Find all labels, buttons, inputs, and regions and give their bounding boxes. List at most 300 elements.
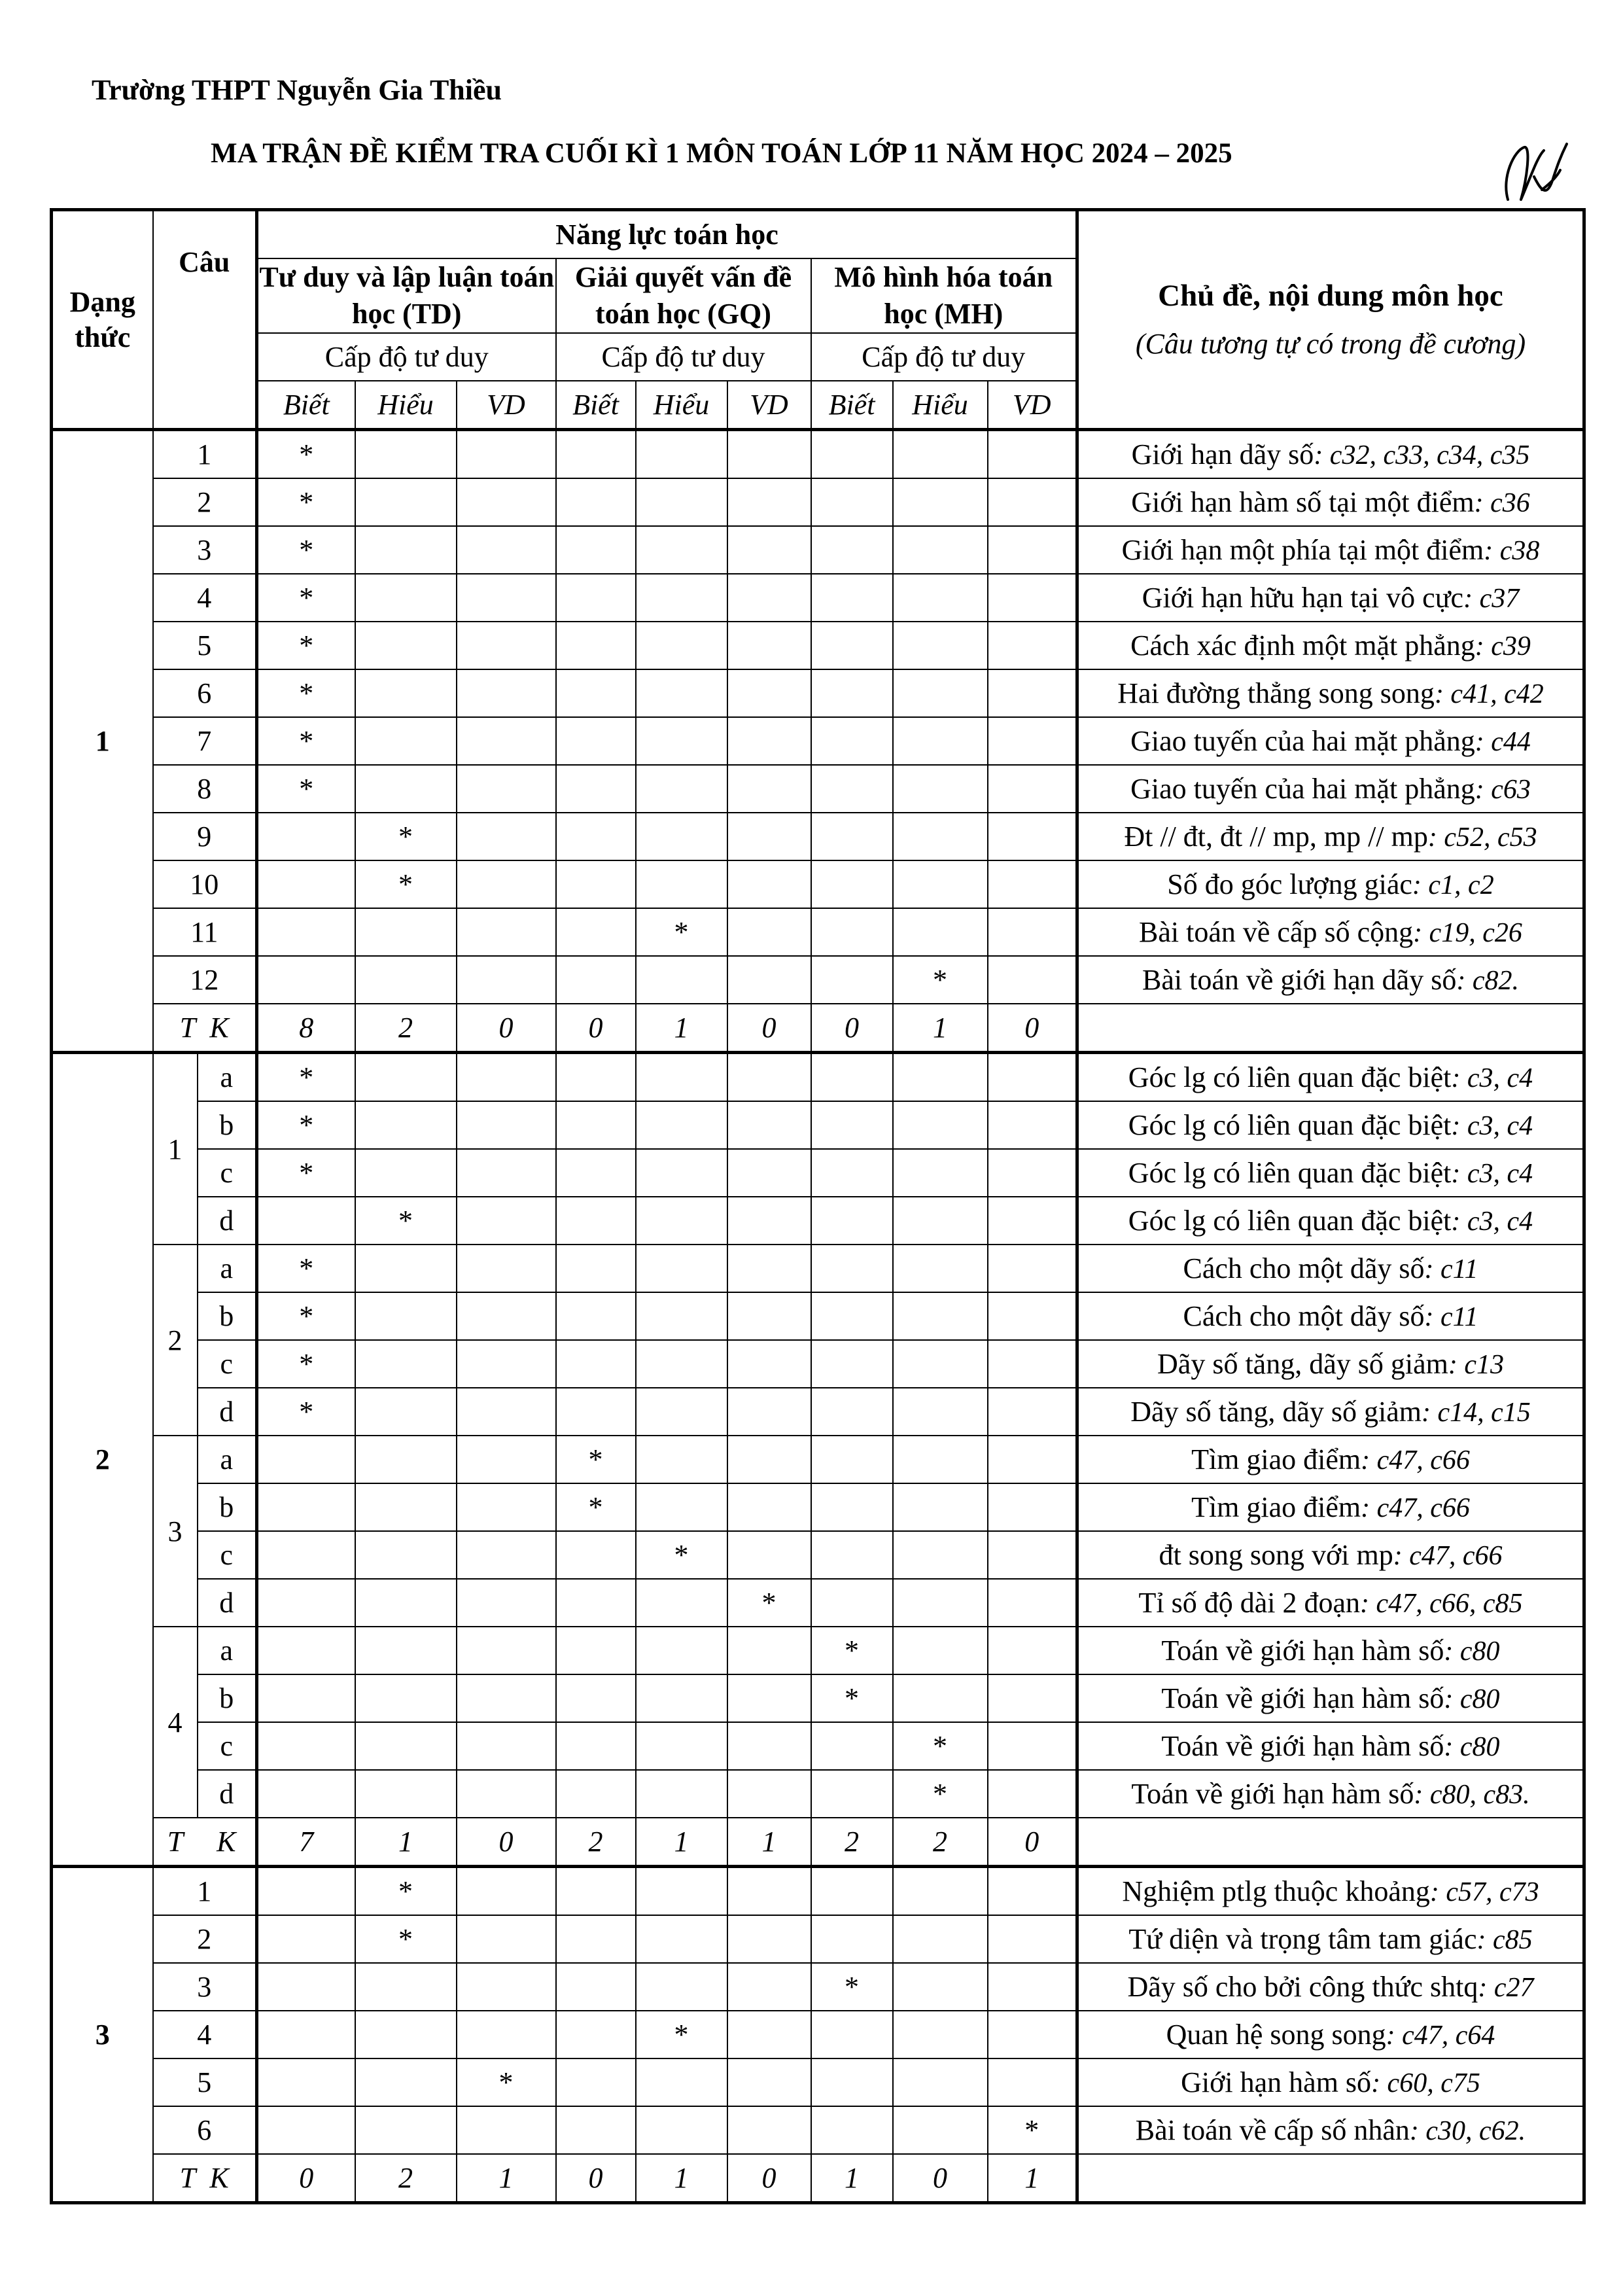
level-cell: [355, 2058, 457, 2106]
level-cell: [893, 526, 988, 574]
total-cell: 8: [257, 1004, 355, 1053]
level-cell: [257, 2058, 355, 2106]
level-cell: [257, 2106, 355, 2154]
total-cell: 0: [988, 1818, 1077, 1867]
level-cell: [355, 526, 457, 574]
level-cell: [457, 478, 556, 526]
sub-question: c: [198, 1722, 257, 1770]
level-cell: [811, 478, 893, 526]
total-cell: 1: [727, 1818, 811, 1867]
topic-text: Toán về giới hạn hàm số: [1161, 1682, 1444, 1714]
section-label: 2: [52, 1053, 153, 1867]
level-cell: [556, 1674, 636, 1722]
level-mark: *: [257, 1053, 355, 1102]
level-cell: [636, 526, 727, 574]
total-cell: 1: [355, 1818, 457, 1867]
total-cell: 1: [636, 1818, 727, 1867]
level-cell: [811, 717, 893, 765]
level-cell: [988, 1149, 1077, 1197]
total-cell: 1: [636, 1004, 727, 1053]
topic-text: Bài toán về cấp số nhân: [1135, 2114, 1410, 2146]
topic-cell: [1077, 1292, 1584, 1340]
total-cell: 1: [457, 2154, 556, 2203]
topic-cell: [1077, 430, 1584, 479]
topic-cell: [1077, 622, 1584, 669]
total-label: T K: [153, 1004, 257, 1053]
level-cell: [636, 2106, 727, 2154]
sub-question: b: [198, 1483, 257, 1531]
level-cell: [988, 669, 1077, 717]
level-cell: [355, 1483, 457, 1531]
level-mark: *: [988, 2106, 1077, 2154]
table-row: [52, 1340, 1584, 1388]
topic-ref: : c41, c42: [1434, 679, 1544, 709]
sub-question: a: [198, 1245, 257, 1292]
level-cell: [636, 1915, 727, 1963]
topic-cell: [1077, 1340, 1584, 1388]
topic-ref: : c44: [1475, 727, 1531, 757]
level-mark: *: [636, 908, 727, 956]
level-cell: [988, 717, 1077, 765]
level-cell: [636, 1436, 727, 1483]
sub-question: a: [198, 1436, 257, 1483]
topic-ref: : c47, c66, c85: [1360, 1589, 1523, 1619]
level-cell: [636, 622, 727, 669]
table-row: [52, 1245, 1584, 1292]
level-cell: [988, 2011, 1077, 2058]
level-cell: [257, 1867, 355, 1916]
level-cell: [893, 1245, 988, 1292]
level-cell: [355, 1722, 457, 1770]
level-cell: [636, 717, 727, 765]
level-cell: [811, 1149, 893, 1197]
header-row-1: [52, 210, 1584, 259]
table-row: [52, 813, 1584, 860]
table-row: [52, 1197, 1584, 1245]
level-cell: [556, 1292, 636, 1340]
level-cell: [457, 1531, 556, 1579]
topic-text: Dãy số tăng, dãy số giảm: [1157, 1348, 1448, 1380]
level-mark: *: [355, 860, 457, 908]
level-mark: *: [811, 1963, 893, 2011]
level-cell: [988, 813, 1077, 860]
topic-text: Góc lg có liên quan đặc biệt: [1128, 1061, 1452, 1093]
level-cell: [636, 813, 727, 860]
table-row: [52, 1531, 1584, 1579]
topic-cell-empty: [1077, 2154, 1584, 2203]
table-row: [52, 860, 1584, 908]
level-mark: *: [257, 717, 355, 765]
level-mark: *: [457, 2058, 556, 2106]
level-cell: [893, 1963, 988, 2011]
level-cell: [636, 765, 727, 813]
level-cell: [893, 1101, 988, 1149]
level-cell: [355, 2106, 457, 2154]
topic-ref: : c47, c66: [1361, 1493, 1470, 1523]
level-cell: [811, 430, 893, 479]
level-cell: [893, 1292, 988, 1340]
table-row: [52, 2106, 1584, 2154]
level-cell: [893, 1867, 988, 1916]
topic-text: Toán về giới hạn hàm số: [1161, 1730, 1444, 1762]
level-mark: *: [355, 1867, 457, 1916]
total-label: K: [198, 1818, 257, 1867]
level-cell: [811, 1245, 893, 1292]
topic-ref: : c3, c4: [1451, 1159, 1533, 1189]
level-cell: [988, 765, 1077, 813]
level-mark: *: [257, 765, 355, 813]
level-cell: [811, 860, 893, 908]
level-cell: [457, 526, 556, 574]
topic-text: Góc lg có liên quan đặc biệt: [1128, 1157, 1452, 1189]
level-cell: [355, 1770, 457, 1818]
level-cell: [636, 1867, 727, 1916]
question-number: 3: [153, 526, 257, 574]
level-cell: [727, 1388, 811, 1436]
topic-text: Nghiệm ptlg thuộc khoảng: [1122, 1875, 1430, 1907]
level-cell: [636, 1579, 727, 1627]
level-cell: [893, 813, 988, 860]
question-group-number: 2: [153, 1245, 198, 1436]
level-cell: [811, 908, 893, 956]
sub-question: b: [198, 1101, 257, 1149]
topic-ref: : c52, c53: [1427, 822, 1537, 853]
level-cell: [257, 1579, 355, 1627]
level-cell: [727, 1053, 811, 1102]
topic-ref: : c14, c15: [1422, 1398, 1531, 1428]
level-cell: [893, 574, 988, 622]
topic-ref: : c80: [1444, 1636, 1500, 1667]
level-cell: [355, 717, 457, 765]
topic-cell: [1077, 1483, 1584, 1531]
question-number: 4: [153, 2011, 257, 2058]
level-cell: [457, 860, 556, 908]
level-cell: [811, 1531, 893, 1579]
level-mark: *: [257, 622, 355, 669]
level-cell: [727, 813, 811, 860]
topic-cell: [1077, 2106, 1584, 2154]
level-cell: [636, 574, 727, 622]
level-cell: [727, 1963, 811, 2011]
level-cell: [457, 956, 556, 1004]
level-mark: *: [556, 1436, 636, 1483]
level-vd: VD: [457, 381, 556, 430]
level-cell: [893, 1531, 988, 1579]
topic-cell: [1077, 1674, 1584, 1722]
level-mark: *: [355, 1197, 457, 1245]
topic-cell: [1077, 1149, 1584, 1197]
level-cell: [556, 956, 636, 1004]
level-cell: [257, 2011, 355, 2058]
topic-cell: [1077, 813, 1584, 860]
table-row: [52, 1915, 1584, 1963]
level-cell: [727, 1149, 811, 1197]
level-cell: [556, 1245, 636, 1292]
level-cell: [556, 1627, 636, 1674]
level-cell: [556, 2058, 636, 2106]
level-cell: [556, 2011, 636, 2058]
level-cell: [727, 478, 811, 526]
topic-cell-empty: [1077, 1818, 1584, 1867]
sub-question: d: [198, 1770, 257, 1818]
level-cell: [893, 860, 988, 908]
level-cell: [457, 1915, 556, 1963]
level-cell: [355, 478, 457, 526]
topic-text: Hai đường thẳng song song: [1117, 677, 1435, 709]
topic-text: Giới hạn một phía tại một điểm: [1121, 534, 1484, 566]
total-cell: 2: [893, 1818, 988, 1867]
topic-cell: [1077, 1915, 1584, 1963]
level-cell: [988, 956, 1077, 1004]
table-row: [52, 1674, 1584, 1722]
level-cell: [556, 2106, 636, 2154]
total-cell: 2: [556, 1818, 636, 1867]
level-cell: [988, 1770, 1077, 1818]
table-row: [52, 1101, 1584, 1149]
header-chu-de: [1077, 210, 1584, 430]
level-cell: [257, 1770, 355, 1818]
table-row: [52, 430, 1584, 479]
level-cell: [893, 765, 988, 813]
level-cell: [988, 478, 1077, 526]
table-row: [52, 1722, 1584, 1770]
level-cell: [636, 1722, 727, 1770]
level-cell: [457, 1245, 556, 1292]
sub-question: a: [198, 1627, 257, 1674]
level-cell: [727, 1674, 811, 1722]
topic-ref: : c63: [1475, 775, 1531, 805]
topic-cell: [1077, 956, 1584, 1004]
level-cell: [727, 1292, 811, 1340]
total-cell: 0: [988, 1004, 1077, 1053]
level-biet: Biết: [257, 381, 355, 430]
level-cell: [636, 1340, 727, 1388]
sub-question: a: [198, 1053, 257, 1102]
level-cell: [355, 765, 457, 813]
total-label: T K: [153, 2154, 257, 2203]
level-cell: [893, 1483, 988, 1531]
level-cell: [457, 1722, 556, 1770]
topic-ref: : c11: [1424, 1254, 1478, 1284]
question-number: 5: [153, 622, 257, 669]
header-cau: Câu: [153, 210, 257, 430]
level-cell: [893, 669, 988, 717]
header-chu-de-note: (Câu tương tự có trong đề cương): [1135, 327, 1526, 360]
level-cell: [457, 1579, 556, 1627]
level-cell: [355, 1149, 457, 1197]
total-cell: 0: [727, 2154, 811, 2203]
topic-text: Giao tuyến của hai mặt phẳng: [1130, 773, 1475, 805]
level-cell: [457, 622, 556, 669]
level-cell: [636, 1197, 727, 1245]
topic-text: Góc lg có liên quan đặc biệt: [1128, 1109, 1452, 1141]
question-number: 7: [153, 717, 257, 765]
level-cell: [636, 669, 727, 717]
level-cell: [727, 908, 811, 956]
level-cell: [811, 2058, 893, 2106]
level-cell: [727, 526, 811, 574]
level-cell: [556, 430, 636, 479]
topic-text: Giới hạn hữu hạn tại vô cực: [1142, 582, 1464, 614]
question-number: 10: [153, 860, 257, 908]
level-cell: [257, 1197, 355, 1245]
level-mark: *: [257, 1388, 355, 1436]
level-cell: [457, 908, 556, 956]
level-cell: [636, 860, 727, 908]
total-cell: 0: [457, 1818, 556, 1867]
sub-question: c: [198, 1531, 257, 1579]
topic-ref: : c38: [1484, 536, 1540, 566]
sub-question: d: [198, 1579, 257, 1627]
level-cell: [893, 1674, 988, 1722]
topic-cell: [1077, 1627, 1584, 1674]
level-cell: [556, 717, 636, 765]
table-row: [52, 956, 1584, 1004]
level-cell: [893, 2011, 988, 2058]
topic-ref: : c3, c4: [1451, 1207, 1533, 1237]
level-cell: [457, 669, 556, 717]
level-cell: [727, 2011, 811, 2058]
level-cell: [556, 478, 636, 526]
level-cell: [355, 1963, 457, 2011]
level-cell: [811, 622, 893, 669]
level-cell: [893, 1149, 988, 1197]
level-cell: [636, 1149, 727, 1197]
level-cell: [811, 574, 893, 622]
level-mark: *: [257, 669, 355, 717]
level-cell: [988, 1340, 1077, 1388]
total-cell: 2: [355, 2154, 457, 2203]
question-number: 3: [153, 1963, 257, 2011]
level-cell: [893, 1197, 988, 1245]
level-cell: [988, 430, 1077, 479]
level-cell: [811, 2011, 893, 2058]
level-cell: [636, 1627, 727, 1674]
total-row: [52, 1004, 1584, 1053]
level-cell: [457, 1963, 556, 2011]
total-cell: 2: [811, 1818, 893, 1867]
table-row: [52, 765, 1584, 813]
topic-cell: [1077, 1197, 1584, 1245]
topic-ref: : c80: [1444, 1732, 1500, 1762]
level-cell: [988, 1101, 1077, 1149]
question-number: 12: [153, 956, 257, 1004]
level-cell: [893, 2106, 988, 2154]
level-cell: [355, 1101, 457, 1149]
sub-question: d: [198, 1388, 257, 1436]
level-cell: [556, 813, 636, 860]
level-cell: [457, 1197, 556, 1245]
level-cell: [636, 1292, 727, 1340]
topic-cell: [1077, 2058, 1584, 2106]
topic-ref: : c11: [1424, 1302, 1478, 1332]
level-cell: [257, 908, 355, 956]
topic-cell: [1077, 717, 1584, 765]
level-cell: [355, 1627, 457, 1674]
topic-cell: [1077, 1579, 1584, 1627]
level-cell: [811, 1053, 893, 1102]
table-row: [52, 526, 1584, 574]
level-cell: [556, 1053, 636, 1102]
table-row: [52, 1579, 1584, 1627]
level-cell: [556, 908, 636, 956]
topic-text: Toán về giới hạn hàm số: [1131, 1778, 1414, 1810]
level-cell: [988, 526, 1077, 574]
level-cell: [457, 1483, 556, 1531]
level-hieu: Hiểu: [636, 381, 727, 430]
topic-cell: [1077, 1867, 1584, 1916]
level-mark: *: [556, 1483, 636, 1531]
header-group-mh: Mô hình hóa toán học (MH): [811, 258, 1077, 333]
level-cell: [556, 1531, 636, 1579]
topic-cell: [1077, 860, 1584, 908]
table-row: [52, 1867, 1584, 1916]
level-mark: *: [893, 1722, 988, 1770]
level-cell: [988, 1722, 1077, 1770]
level-cell: [636, 1963, 727, 2011]
section-label: 3: [52, 1867, 153, 2203]
level-cell: [257, 1915, 355, 1963]
level-cell: [727, 574, 811, 622]
level-mark: *: [257, 526, 355, 574]
level-cell: [727, 1340, 811, 1388]
level-cell: [355, 1579, 457, 1627]
question-number: 9: [153, 813, 257, 860]
level-cell: [893, 478, 988, 526]
level-cell: [727, 860, 811, 908]
level-cell: [556, 1915, 636, 1963]
level-cell: [636, 1053, 727, 1102]
topic-cell: [1077, 1101, 1584, 1149]
topic-text: Giới hạn dãy số: [1131, 438, 1314, 470]
level-cell: [727, 2106, 811, 2154]
level-cell: [636, 478, 727, 526]
topic-cell: [1077, 669, 1584, 717]
topic-text: Tìm giao điểm: [1191, 1443, 1361, 1475]
header-dang-thuc: Dạng thức: [52, 210, 153, 430]
level-mark: *: [811, 1674, 893, 1722]
table-row: [52, 1053, 1584, 1102]
level-cell: [457, 1053, 556, 1102]
level-cell: [988, 574, 1077, 622]
level-cell: [257, 1674, 355, 1722]
question-number: 2: [153, 1915, 257, 1963]
topic-text: Giới hạn hàm số tại một điểm: [1131, 486, 1475, 518]
level-cell: [988, 1674, 1077, 1722]
topic-text: Tứ diện và trọng tâm tam giác: [1128, 1923, 1477, 1955]
level-cell: [457, 1292, 556, 1340]
topic-cell: [1077, 574, 1584, 622]
level-cell: [636, 1101, 727, 1149]
topic-ref: : c80, c83.: [1414, 1780, 1530, 1810]
level-cell: [727, 1627, 811, 1674]
topic-text: Dãy số cho bởi công thức shtq: [1127, 1971, 1478, 2003]
level-cell: [988, 1627, 1077, 1674]
question-number: 1: [153, 1867, 257, 1916]
topic-ref: : c47, c64: [1386, 2021, 1495, 2051]
topic-ref: : c85: [1476, 1925, 1533, 1955]
level-cell: [457, 1149, 556, 1197]
topic-text: Cách cho một dãy số: [1183, 1252, 1425, 1284]
header-group-td: Tư duy và lập luận toán học (TD): [257, 258, 556, 333]
level-cell: [893, 1340, 988, 1388]
topic-ref: : c80: [1444, 1684, 1500, 1714]
level-mark: *: [636, 2011, 727, 2058]
level-cell: [988, 1436, 1077, 1483]
level-cell: [811, 1388, 893, 1436]
sub-question: b: [198, 1292, 257, 1340]
topic-text: Dãy số tăng, dãy số giảm: [1130, 1396, 1422, 1428]
